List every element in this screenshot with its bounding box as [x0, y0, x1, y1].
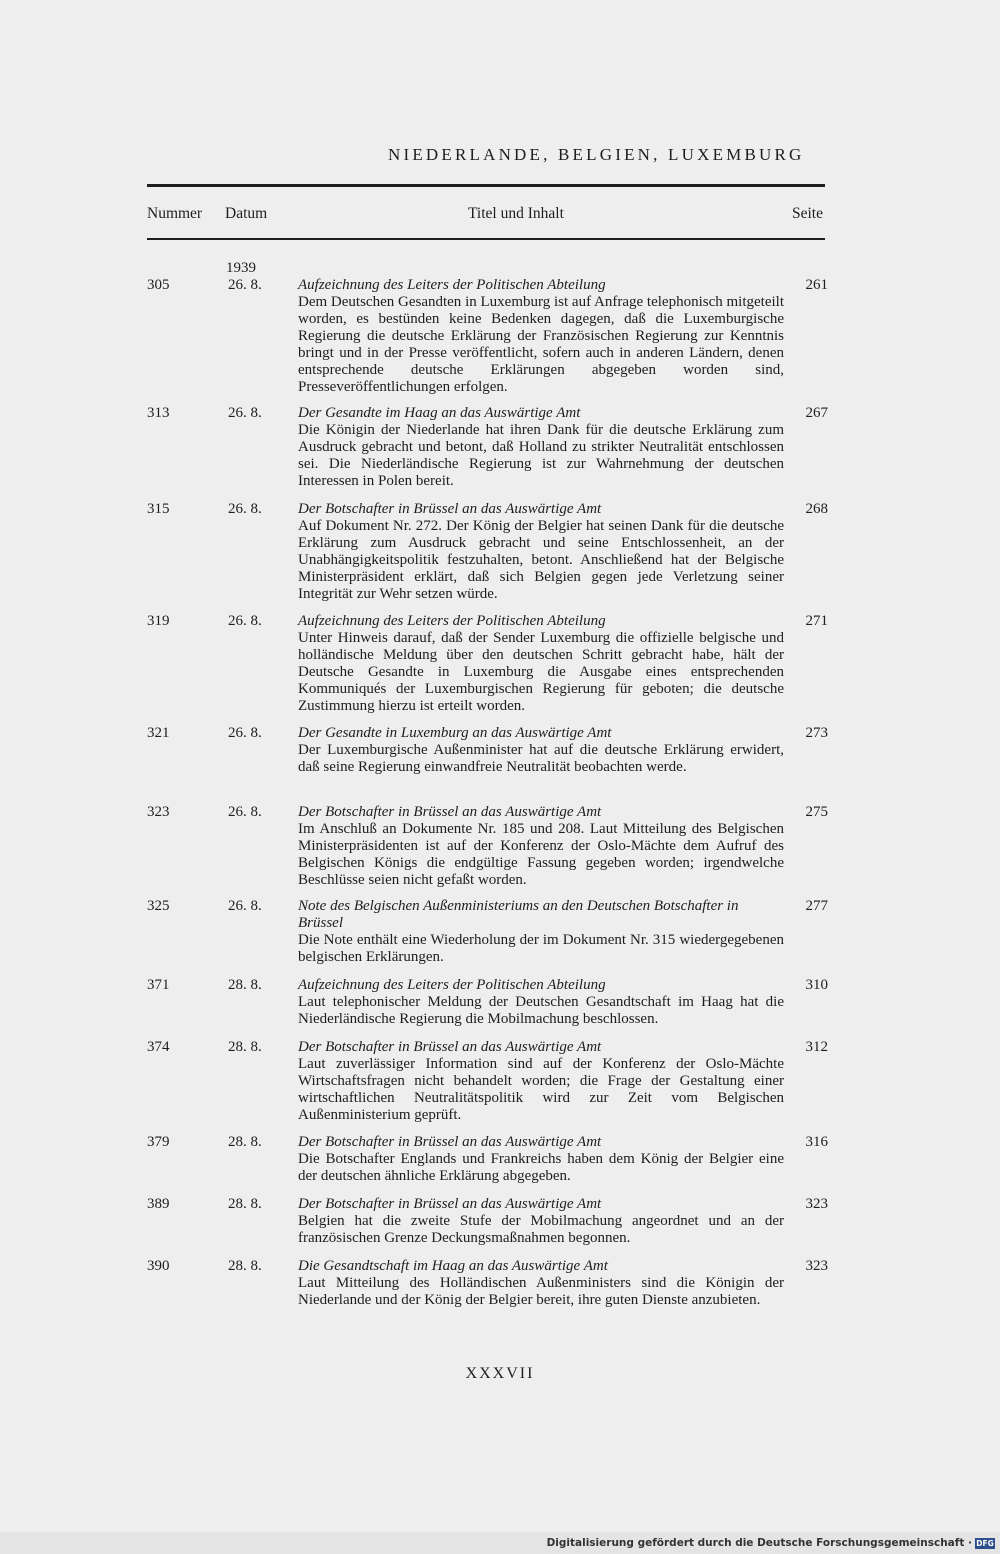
- entry-summary: Der Luxemburgische Außenminister hat auf die deutsche Erklärung erwidert, daß seine Regierung einwandfreie Neutralität beobachten werde.: [298, 742, 784, 775]
- entry-number: 321: [147, 725, 170, 741]
- entry-number: 323: [147, 804, 170, 820]
- entry-date: 28. 8.: [228, 1039, 262, 1055]
- entry-summary: Laut Mitteilung des Holländischen Außenministers sind die Königin der Niederlande und der König der Belgier bereit, ihre guten Dienste anzubieten.: [298, 1275, 784, 1308]
- entry-summary: Die Botschafter Englands und Frankreichs haben dem König der Belgier eine der deutschen ähnliche Erklärung abgegeben.: [298, 1151, 784, 1184]
- entry-text: [298, 977, 784, 1028]
- entry-number: 305: [147, 277, 170, 293]
- entry-number: 389: [147, 1196, 170, 1212]
- entry-page: 267: [805, 405, 828, 421]
- entry-page: 261: [805, 277, 828, 293]
- entry-date: 26. 8.: [228, 898, 262, 914]
- entry-text: [298, 1039, 784, 1124]
- column-header-titel: Titel und Inhalt: [468, 205, 564, 222]
- entry-date: 26. 8.: [228, 725, 262, 741]
- entry-summary: Die Note enthält eine Wiederholung der im Dokument Nr. 315 wiedergegebenen belgischen Erklärungen.: [298, 932, 784, 965]
- entry-page: 271: [805, 613, 828, 629]
- entry-summary: Belgien hat die zweite Stufe der Mobilmachung angeordnet und an der französischen Grenze Deckungsmaßnahmen begonnen.: [298, 1213, 784, 1246]
- entry-number: 319: [147, 613, 170, 629]
- entry-title: Aufzeichnung des Leiters der Politischen Abteilung: [298, 277, 606, 293]
- entry-title: Die Gesandtschaft im Haag an das Auswärtige Amt: [298, 1258, 608, 1274]
- entry-title: Der Gesandte im Haag an das Auswärtige Amt: [298, 405, 581, 421]
- entry-date: 26. 8.: [228, 501, 262, 517]
- running-head: NIEDERLANDE, BELGIEN, LUXEMBURG: [388, 145, 805, 164]
- entry-text: [298, 501, 784, 603]
- entry-date: 26. 8.: [228, 613, 262, 629]
- entry-text: [298, 277, 784, 396]
- entry-summary: Laut telephonischer Meldung der Deutschen Gesandtschaft im Haag hat die Niederländische Regierung die Mobilmachung beschlossen.: [298, 994, 784, 1027]
- entry-number: 374: [147, 1039, 170, 1055]
- entry-page: 323: [805, 1258, 828, 1274]
- entry-title: Der Botschafter in Brüssel an das Auswärtige Amt: [298, 1039, 602, 1055]
- column-header-nummer: Nummer: [147, 205, 203, 222]
- entry-number: 313: [147, 405, 170, 421]
- entry-date: 28. 8.: [228, 1134, 262, 1150]
- entry-title: Note des Belgischen Außenministeriums an den Deutschen Botschafter in Brüssel: [298, 898, 739, 931]
- entry-date: 26. 8.: [228, 405, 262, 421]
- entry-summary: Unter Hinweis darauf, daß der Sender Luxemburg die offizielle belgische und holländische Meldung über den deutschen Schritt gebracht habe, hält der Deutsche Gesandte in Luxemburg die Ausgabe eines entsprechenden Kommuniqués der Luxemburgischen Regierung für geboten; die deutsche Zustimmung hierzu ist erteilt worden.: [298, 630, 784, 714]
- page-number: XXXVII: [465, 1365, 535, 1382]
- column-header-seite: Seite: [792, 205, 823, 222]
- entry-title: Der Botschafter in Brüssel an das Auswärtige Amt: [298, 804, 602, 820]
- entry-number: 379: [147, 1134, 170, 1150]
- entry-date: 28. 8.: [228, 1258, 262, 1274]
- entry-page: 310: [805, 977, 828, 993]
- entry-summary: Dem Deutschen Gesandten in Luxemburg ist auf Anfrage telephonisch mitgeteilt worden, es bestünden keine Bedenken dagegen, daß die Luxemburgische Regierung die deutsche Erklärung der Französischen Regierung zur Kenntnis bringt und in der Presse veröffentlicht, sofern auch in anderen Ländern, denen entsprechende deutsche Erklärungen abgegeben worden sind, Presseveröffentlichungen erfolgen.: [298, 294, 784, 395]
- entry-date: 28. 8.: [228, 977, 262, 993]
- entry-page: 312: [805, 1039, 828, 1055]
- entry-text: [298, 1258, 784, 1309]
- dfg-logo: DFG: [976, 1539, 994, 1548]
- top-rule: [147, 184, 825, 187]
- entry-title: Aufzeichnung des Leiters der Politischen Abteilung: [298, 613, 606, 629]
- entry-page: 323: [805, 1196, 828, 1212]
- year-label: 1939: [226, 260, 256, 276]
- entry-title: Der Gesandte in Luxemburg an das Auswärtige Amt: [298, 725, 612, 741]
- entry-text: [298, 804, 784, 889]
- entry-title: Der Botschafter in Brüssel an das Auswärtige Amt: [298, 1134, 602, 1150]
- entry-title: Aufzeichnung des Leiters der Politischen Abteilung: [298, 977, 606, 993]
- entry-number: 325: [147, 898, 170, 914]
- entry-number: 390: [147, 1258, 170, 1274]
- entry-page: 277: [805, 898, 828, 914]
- column-header-datum: Datum: [225, 205, 268, 222]
- entry-page: 275: [805, 804, 828, 820]
- entry-number: 371: [147, 977, 170, 993]
- entry-text: [298, 898, 784, 966]
- entry-page: 268: [805, 501, 828, 517]
- entry-title: Der Botschafter in Brüssel an das Auswärtige Amt: [298, 501, 602, 517]
- entry-date: 28. 8.: [228, 1196, 262, 1212]
- funding-notice: Digitalisierung gefördert durch die Deutsche Forschungsgemeinschaft ·: [546, 1537, 972, 1549]
- header-rule: [147, 238, 825, 240]
- entry-text: [298, 1196, 784, 1247]
- entry-date: 26. 8.: [228, 804, 262, 820]
- entry-number: 315: [147, 501, 170, 517]
- entry-page: 273: [805, 725, 828, 741]
- entry-text: [298, 405, 784, 490]
- entry-page: 316: [805, 1134, 828, 1150]
- entry-text: [298, 1134, 784, 1185]
- entry-summary: Laut zuverlässiger Information sind auf der Konferenz der Oslo-Mächte Wirtschaftsfragen nicht behandelt worden; die Frage der Gestaltung einer wirtschaftlichen Neutralitätspolitik wird zur Zeit vom Belgischen Außenministerium geprüft.: [298, 1056, 784, 1123]
- entry-text: [298, 725, 784, 776]
- entry-summary: Die Königin der Niederlande hat ihren Dank für die deutsche Erklärung zum Ausdruck gebracht und betont, daß Holland zu strikter Neutralität entschlossen sei. Die Niederländische Regierung ist zur Wahrnehmung der deutschen Interessen in Polen bereit.: [298, 422, 784, 489]
- entry-summary: Im Anschluß an Dokumente Nr. 185 und 208. Laut Mitteilung des Belgischen Ministerpräsidenten ist auf der Konferenz der Oslo-Mächte dem Aufruf des Belgischen Königs die endgültige Fassung gegeben worden; irgendwelche Beschlüsse seien nicht gefaßt worden.: [298, 821, 784, 888]
- entry-title: Der Botschafter in Brüssel an das Auswärtige Amt: [298, 1196, 602, 1212]
- entry-summary: Auf Dokument Nr. 272. Der König der Belgier hat seinen Dank für die deutsche Erklärung zum Ausdruck gebracht und seine Entschlossenheit, an der Unabhängigkeitspolitik festzuhalten, betont. Anschließend hat der Belgische Ministerpräsident erklärt, daß sich Belgien gegen jede Verletzung seiner Integrität zur Wehr setzen würde.: [298, 518, 784, 602]
- entry-text: [298, 613, 784, 715]
- entry-date: 26. 8.: [228, 277, 262, 293]
